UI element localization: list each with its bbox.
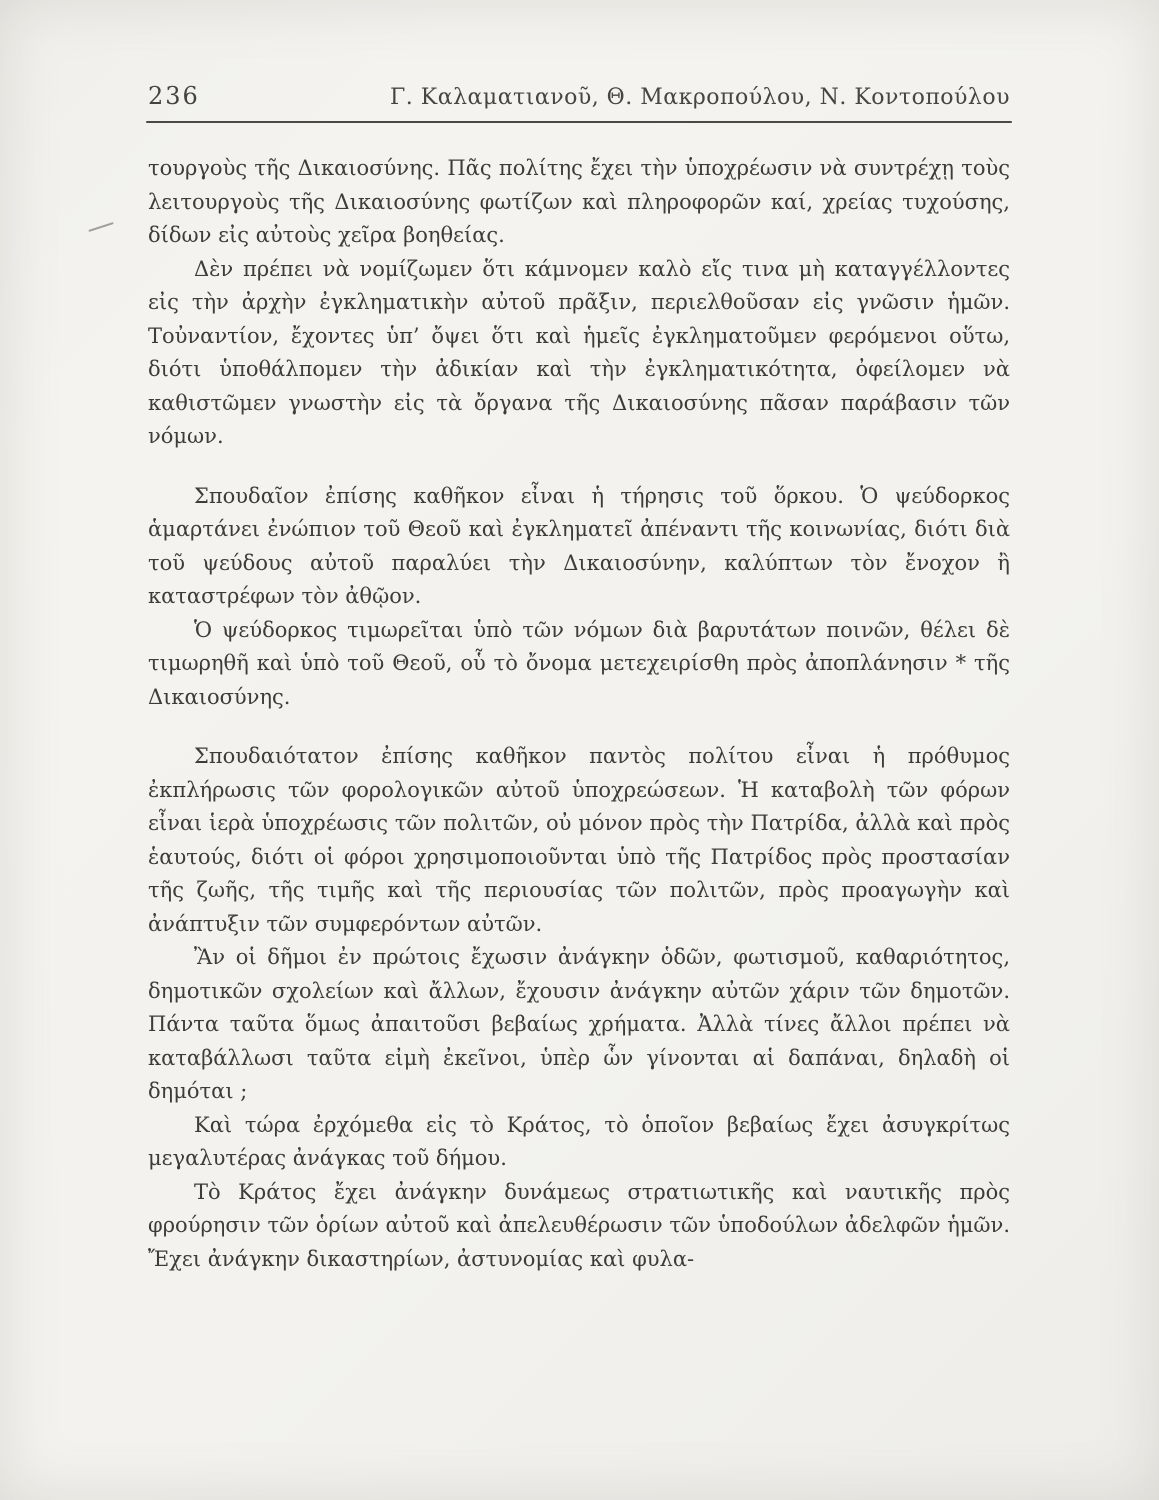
paragraph: Σπουδαῖον ἐπίσης καθῆκον εἶναι ἡ τήρησις τοῦ ὅρκου. Ὁ ψεύδορκος ἁμαρτάνει ἐνώπιον τοῦ Θεοῦ καὶ ἐγκληματεῖ ἀπέναντι τῆς κοινωνίας, διότι διὰ τοῦ ψεύδους αὐτοῦ παραλύει τὴν Δικαιοσύνην, καλύπτων τὸν ἔνοχον ἢ καταστρέφων τὸν ἀθῷον. — [148, 483, 1010, 608]
running-header: Γ. Καλαματιανοῦ, Θ. Μακροπούλου, Ν. Κοντοπούλου — [390, 85, 1010, 110]
paragraph: Καὶ τώρα ἐρχόμεθα εἰς τὸ Κράτος, τὸ ὁποῖον βεβαίως ἔχει ἀσυγκρίτως μεγαλυτέρας ἀνάγκας τοῦ δήμου. — [148, 1112, 1010, 1170]
paragraph: Δὲν πρέπει νὰ νομίζωμεν ὅτι κάμνομεν καλὸ εἴς τινα μὴ καταγγέλλοντες εἰς τὴν ἀρχὴν ἐγκληματικὴν αὐτοῦ πρᾶξιν, περιελθοῦσαν εἰς γνῶσιν ἡμῶν. Τοὐναντίον, ἔχοντες ὑπ’ ὄψει ὅτι καὶ ἡμεῖς ἐγκληματοῦμεν φερόμενοι οὕτω, διότι ὑποθάλπομεν τὴν ἀδικίαν καὶ τὴν ἐγκληματικότητα, ὀφείλομεν νὰ καθιστῶμεν γνωστὴν εἰς τὰ ὄργανα τῆς Δικαιοσύνης πᾶσαν παράβασιν τῶν νόμων. — [148, 256, 1010, 448]
body-text — [148, 152, 1010, 1276]
page-number: 236 — [148, 82, 200, 110]
paragraph: Τὸ Κράτος ἔχει ἀνάγκην δυνάμεως στρατιωτικῆς καὶ ναυτικῆς πρὸς φρούρησιν τῶν ὁρίων αὐτοῦ καὶ ἀπελευθέρωσιν τῶν ὑποδούλων ἀδελφῶν ἡμῶν. Ἔχει ἀνάγκην δικαστηρίων, ἀστυνομίας καὶ φυλα- — [148, 1179, 1010, 1271]
paragraph: Σπουδαιότατον ἐπίσης καθῆκον παντὸς πολίτου εἶναι ἡ πρόθυμος ἐκπλήρωσις τῶν φορολογικῶν αὐτοῦ ὑποχρεώσεων. Ἡ καταβολὴ τῶν φόρων εἶναι ἱερὰ ὑποχρέωσις τῶν πολιτῶν, οὐ μόνον πρὸς τὴν Πατρίδα, ἀλλὰ καὶ πρὸς ἑαυτούς, διότι οἱ φόροι χρησιμοποιοῦνται ὑπὸ τῆς Πατρίδος πρὸς προστασίαν τῆς ζωῆς, τῆς τιμῆς καὶ τῆς περιουσίας τῶν πολιτῶν, πρὸς προαγωγὴν καὶ ἀνάπτυξιν τῶν συμφερόντων αὐτῶν. — [148, 744, 1010, 936]
paragraph: Ὁ ψεύδορκος τιμωρεῖται ὑπὸ τῶν νόμων διὰ βαρυτάτων ποινῶν, θέλει δὲ τιμωρηθῆ καὶ ὑπὸ τοῦ Θεοῦ, οὗ τὸ ὄνομα μετεχειρίσθη πρὸς ἀποπλάνησιν * τῆς Δικαιοσύνης. — [148, 617, 1010, 709]
page-header — [148, 82, 1010, 110]
paragraph: Ἂν οἱ δῆμοι ἐν πρώτοις ἔχωσιν ἀνάγκην ὁδῶν, φωτισμοῦ, καθαριότητος, δημοτικῶν σχολείων καὶ ἄλλων, ἔχουσιν ἀνάγκην αὐτῶν χάριν τῶν δημοτῶν. Πάντα ταῦτα ὅμως ἀπαιτοῦσι βεβαίως χρήματα. Ἀλλὰ τίνες ἄλλοι πρέπει νὰ καταβάλλωσι ταῦτα εἰμὴ ἐκεῖνοι, ὑπὲρ ὧν γίνονται αἱ δαπάναι, δηλαδὴ οἱ δημόται ; — [148, 945, 1010, 1103]
pencil-mark — [88, 222, 113, 232]
paragraph: τουργοὺς τῆς Δικαιοσύνης. Πᾶς πολίτης ἔχει τὴν ὑποχρέωσιν νὰ συντρέχῃ τοὺς λειτουργοὺς τῆς Δικαιοσύνης φωτίζων καὶ πληροφορῶν καί, χρείας τυχούσης, δίδων εἰς αὐτοὺς χεῖρα βοηθείας. — [148, 156, 1010, 247]
header-rule — [146, 121, 1012, 123]
